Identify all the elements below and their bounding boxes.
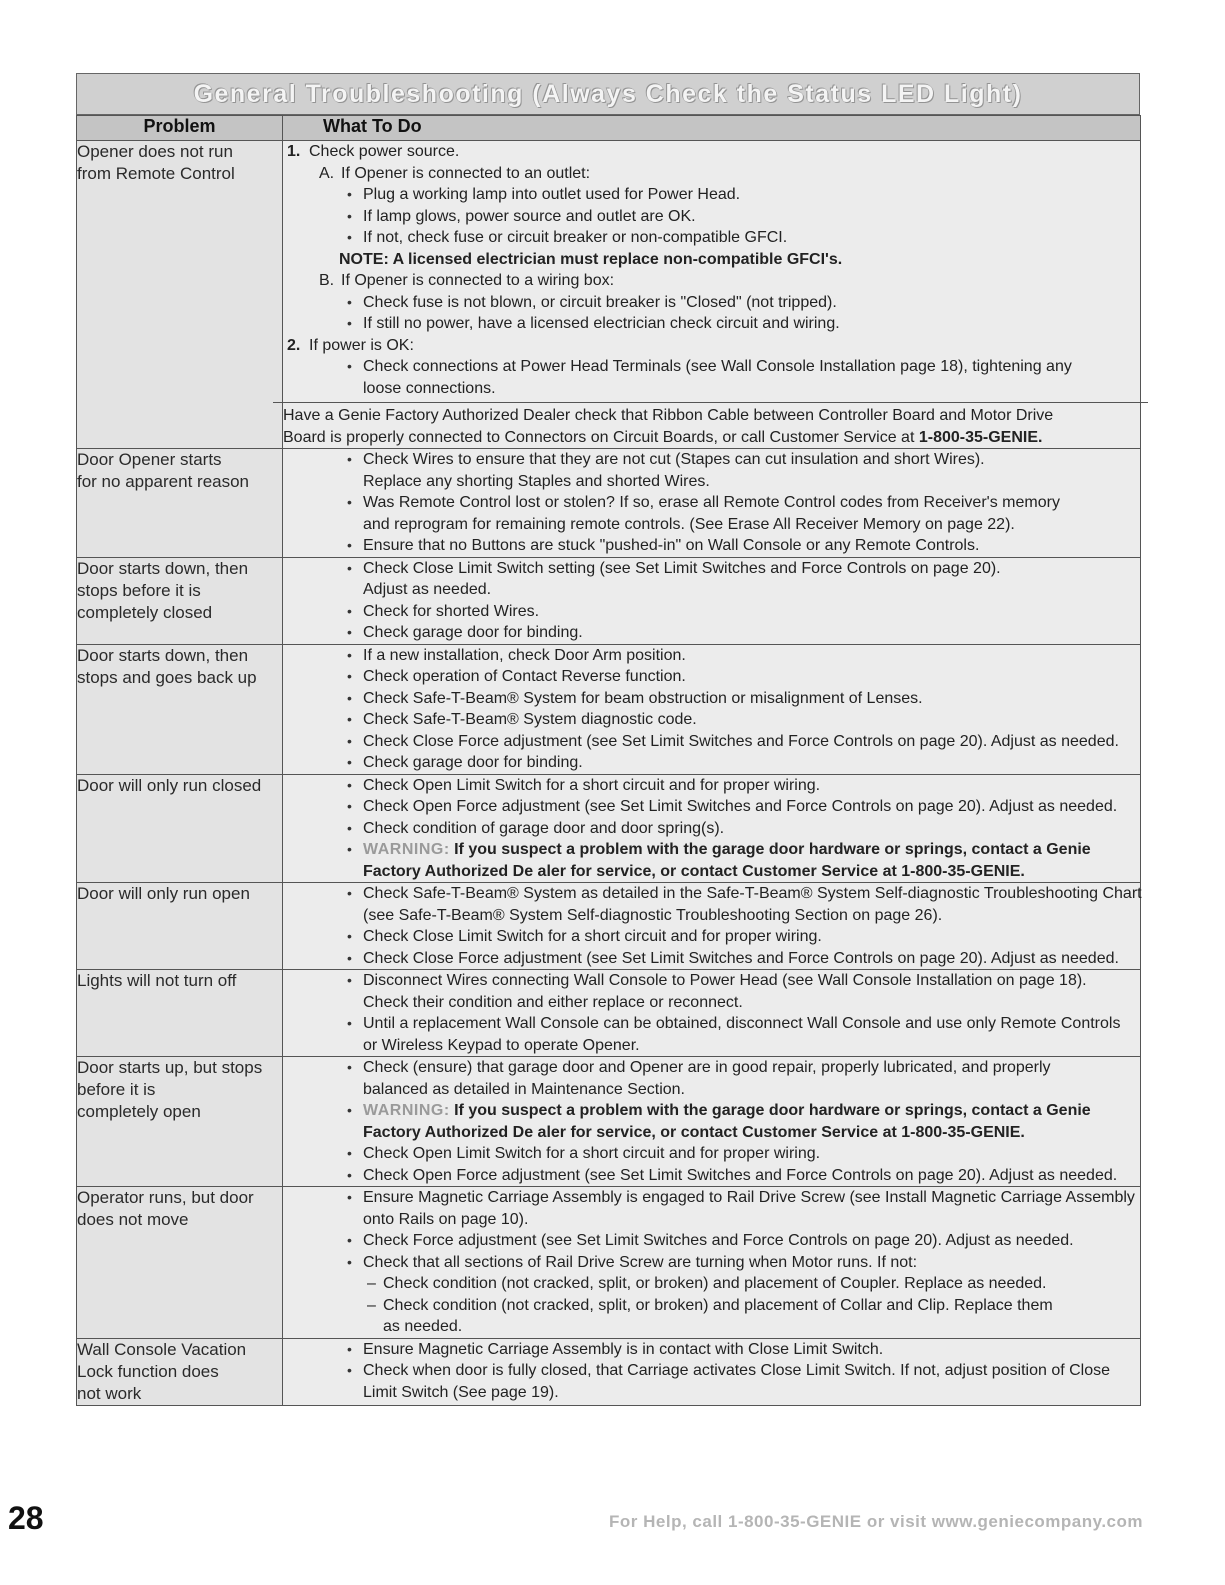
page-number: 28 (8, 1500, 44, 1536)
bullet-item: • Check condition of garage door and door spring(s). (283, 818, 1140, 840)
problem-cell (77, 141, 283, 449)
what-to-do-cell (283, 1057, 1141, 1187)
bullet-item: • Check Open Limit Switch for a short circuit and for proper wiring. (283, 775, 1140, 797)
bullet-item: • Check Open Force adjustment (see Set Limit Switches and Force Controls on page 20). Adjust as needed. (283, 1165, 1140, 1187)
warning-continuation: Factory Authorized De aler for service, or contact Customer Service at 1-800-35-GENIE. (363, 862, 1025, 880)
bullet-continuation: Replace any shorting Staples and shorted Wires. (363, 472, 710, 490)
bullet-continuation: balanced as detailed in Maintenance Section. (363, 1080, 685, 1098)
dash-item: – Check condition (not cracked, split, or broken) and placement of Collar and Clip. Replace them (283, 1295, 1140, 1317)
problem-text: Door starts up, but stops (77, 1058, 263, 1077)
bullet-item: • Until a replacement Wall Console can be obtained, disconnect Wall Console and use only Remote Controls (283, 1013, 1140, 1035)
warning-continuation: Factory Authorized De aler for service, or contact Customer Service at 1-800-35-GENIE. (363, 1123, 1025, 1141)
bullet-item: • Check garage door for binding. (283, 622, 1140, 644)
table-row (77, 1338, 1141, 1405)
bullet-item: • Check Close Limit Switch setting (see Set Limit Switches and Force Controls on page 20). (283, 558, 1140, 580)
bullet-item: • Check Wires to ensure that they are not cut (Stapes can cut insulation and short Wires). (283, 449, 1140, 471)
banner-title: General Troubleshooting (Always Check the Status LED Light) (193, 79, 1023, 108)
warning-item (283, 1100, 1140, 1122)
table-row (77, 883, 1141, 970)
table-row (77, 970, 1141, 1057)
bullet-item: • Check Close Force adjustment (see Set Limit Switches and Force Controls on page 20). Adjust as needed. (283, 731, 1140, 753)
bullet-item: • Check (ensure) that garage door and Opener are in good repair, properly lubricated, and properly (283, 1057, 1140, 1079)
bullet-continuation: Check their condition and either replace or reconnect. (363, 993, 743, 1011)
warning-label: WARNING: (363, 1102, 450, 1119)
table-row (77, 644, 1141, 774)
bullet-item: • Check that all sections of Rail Drive Screw are turning when Motor runs. If not: (283, 1252, 1140, 1274)
table-header-row (77, 116, 1141, 141)
dash-continuation: as needed. (383, 1318, 463, 1335)
bullet-item: • Check Open Limit Switch for a short circuit and for proper wiring. (283, 1143, 1140, 1165)
problem-text: Opener does not run (77, 142, 233, 161)
dealer-note-text: Board is properly connected to Connectors on Circuit Boards, or call Customer Service at (283, 428, 919, 446)
problem-text: not work (77, 1383, 142, 1403)
bullet-continuation: onto Rails on page 10). (363, 1210, 529, 1228)
problem-text: for no apparent reason (77, 472, 250, 491)
bullet-continuation: Adjust as needed. (363, 581, 492, 598)
section-banner (76, 73, 1140, 115)
table-row (77, 141, 1141, 449)
service-phone-number: 1-800-35-GENIE. (918, 428, 1043, 446)
table-row (77, 1187, 1141, 1339)
problem-text: does not move (77, 1210, 189, 1229)
dash-item: – Check condition (not cracked, split, or broken) and placement of Coupler. Replace as needed. (283, 1273, 1140, 1295)
note-text: NOTE: A licensed electrician must replace non-compatible GFCI's. (339, 250, 843, 268)
what-to-do-cell (283, 883, 1141, 970)
bullet-item: • Check when door is fully closed, that Carriage activates Close Limit Switch. If not, adjust position of Close (283, 1360, 1140, 1382)
help-footer: For Help, call 1-800-35-GENIE or visit www.geniecompany.com (609, 1512, 1143, 1531)
what-to-do-cell (283, 644, 1141, 774)
problem-text: from Remote Control (77, 164, 235, 183)
problem-text: before it is (77, 1080, 156, 1099)
problem-text: stops before it is (77, 580, 201, 600)
step-text: If power is OK: (309, 336, 414, 354)
table-row (77, 449, 1141, 558)
bullet-item: • Check for shorted Wires. (283, 601, 1140, 623)
dealer-note-line (283, 427, 1140, 449)
troubleshooting-table (76, 115, 1141, 1406)
what-to-do-cell (283, 774, 1141, 883)
warning-text: If you suspect a problem with the garage door hardware or springs, contact a Genie (449, 1102, 1091, 1119)
problem-text: completely closed (77, 602, 213, 622)
bullet-item: • Check garage door for binding. (283, 752, 1140, 774)
step-letter: B. (319, 272, 335, 289)
bullet-continuation: (see Safe-T-Beam® System Self-diagnostic Troubleshooting Section on page 26). (363, 906, 943, 924)
bullet-continuation: or Wireless Keypad to operate Opener. (363, 1036, 640, 1054)
problem-cell (77, 1057, 283, 1187)
step-number: 1. (287, 143, 301, 160)
problem-text: Lights will not turn off (77, 971, 237, 990)
column-header-problem: Problem (77, 116, 283, 141)
bullet-item: • Check Close Force adjustment (see Set Limit Switches and Force Controls on page 20). Adjust as needed. (283, 948, 1140, 970)
numbered-step (283, 335, 1140, 357)
bullet-continuation: and reprogram for remaining remote controls. (See Erase All Receiver Memory on page 22). (363, 515, 1015, 533)
bullet-item: • Ensure Magnetic Carriage Assembly is in contact with Close Limit Switch. (283, 1339, 1140, 1361)
bullet-item: • Check Safe-T-Beam® System for beam obstruction or misalignment of Lenses. (283, 688, 1140, 710)
bullet-item: • If not, check fuse or circuit breaker or non-compatible GFCI. (283, 227, 1140, 249)
dealer-note (273, 402, 1148, 448)
problem-cell (77, 1187, 283, 1339)
bullet-continuation: loose connections. (363, 379, 496, 397)
lettered-step (283, 163, 1140, 185)
what-to-do-cell (283, 970, 1141, 1057)
bullet-item: • Check connections at Power Head Terminals (see Wall Console Installation page 18), tightening any (283, 356, 1140, 378)
bullet-item: • Check Force adjustment (see Set Limit Switches and Force Controls on page 20). Adjust as needed. (283, 1230, 1140, 1252)
problem-cell (77, 449, 283, 558)
bullet-continuation: Limit Switch (See page 19). (363, 1383, 559, 1401)
problem-text: Door will only run closed (77, 775, 262, 795)
bullet-item: • Check Close Limit Switch for a short circuit and for proper wiring. (283, 926, 1140, 948)
problem-text: Door starts down, then (77, 558, 249, 578)
table-row (77, 1057, 1141, 1187)
lettered-step (283, 270, 1140, 292)
problem-text: Door starts down, then (77, 645, 249, 665)
step-text: If Opener is connected to a wiring box: (341, 272, 615, 289)
problem-text: Wall Console Vacation (77, 1339, 247, 1359)
problem-cell (77, 1338, 283, 1405)
problem-cell (77, 883, 283, 970)
step-text: If Opener is connected to an outlet: (341, 164, 591, 182)
what-to-do-cell (283, 449, 1141, 558)
numbered-step (283, 141, 1140, 163)
dealer-note-line (283, 405, 1140, 427)
bullet-item: • Check Safe-T-Beam® System diagnostic code. (283, 709, 1140, 731)
what-to-do-cell (283, 141, 1141, 449)
problem-text: Door Opener starts (77, 450, 222, 469)
problem-text: Lock function does (77, 1361, 219, 1381)
what-to-do-cell (283, 1187, 1141, 1339)
problem-text: completely open (77, 1102, 201, 1121)
warning-item (283, 839, 1140, 861)
column-header-what-to-do: What To Do (283, 116, 1141, 141)
bullet-item: • Check Safe-T-Beam® System as detailed in the Safe-T-Beam® System Self-diagnostic Troubleshooting Chart (283, 883, 1140, 905)
bullet-item: • If lamp glows, power source and outlet are OK. (283, 206, 1140, 228)
bullet-item: • If a new installation, check Door Arm position. (283, 645, 1140, 667)
bullet-item: • Ensure Magnetic Carriage Assembly is engaged to Rail Drive Screw (see Install Magnetic Carriage Assembly (283, 1187, 1140, 1209)
step-letter: A. (319, 164, 335, 182)
what-to-do-cell (283, 1338, 1141, 1405)
warning-text: If you suspect a problem with the garage door hardware or springs, contact a Genie (449, 841, 1091, 858)
bullet-item: • Was Remote Control lost or stolen? If so, erase all Remote Control codes from Receiver's memory (283, 492, 1140, 514)
problem-text: Operator runs, but door (77, 1188, 254, 1207)
problem-cell (77, 644, 283, 774)
problem-text: stops and goes back up (77, 667, 257, 687)
bullet-item: • If still no power, have a licensed electrician check circuit and wiring. (283, 313, 1140, 335)
step-text: Check power source. (309, 143, 460, 160)
bullet-item: • Check Open Force adjustment (see Set Limit Switches and Force Controls on page 20). Adjust as needed. (283, 796, 1140, 818)
bullet-item: • Check operation of Contact Reverse function. (283, 666, 1140, 688)
bullet-item: • Plug a working lamp into outlet used for Power Head. (283, 184, 1140, 206)
what-to-do-cell (283, 557, 1141, 644)
dealer-note-text: Have a Genie Factory Authorized Dealer check that Ribbon Cable between Controller Board and Motor Drive (283, 407, 1054, 424)
problem-cell (77, 970, 283, 1057)
bullet-item: • Ensure that no Buttons are stuck "pushed-in" on Wall Console or any Remote Controls. (283, 535, 1140, 557)
table-row (77, 774, 1141, 883)
warning-label: WARNING: (363, 841, 450, 858)
problem-cell (77, 774, 283, 883)
bullet-item: • Disconnect Wires connecting Wall Console to Power Head (see Wall Console Installation on page 18). (283, 970, 1140, 992)
table-row (77, 557, 1141, 644)
problem-cell (77, 557, 283, 644)
bullet-item: • Check fuse is not blown, or circuit breaker is "Closed" (not tripped). (283, 292, 1140, 314)
problem-text: Door will only run open (77, 884, 250, 903)
step-number: 2. (287, 336, 301, 354)
